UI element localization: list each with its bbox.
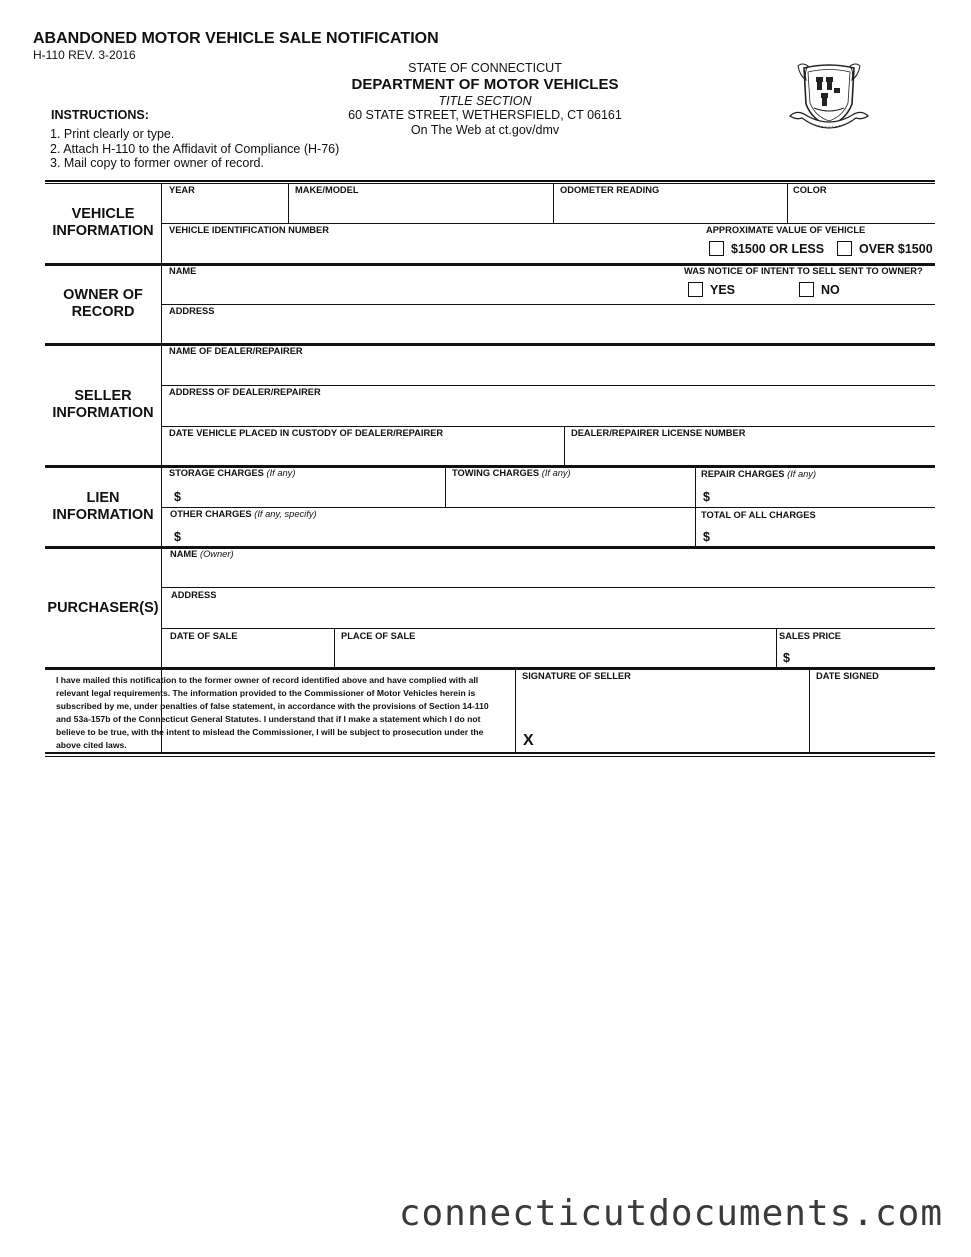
field-label: NAME xyxy=(170,549,198,559)
value-over-1500-checkbox[interactable] xyxy=(837,241,933,256)
form-number: H-110 REV. 3-2016 xyxy=(33,48,136,62)
notice-yes-checkbox[interactable] xyxy=(688,282,735,297)
section-label-line: INFORMATION xyxy=(52,507,154,523)
checkbox-label: YES xyxy=(710,282,736,297)
signature-mark: X xyxy=(523,732,534,749)
state-name: STATE OF CONNECTICUT xyxy=(408,61,562,75)
seller-section-label xyxy=(45,388,161,422)
section-label-line: OWNER OF xyxy=(63,287,143,303)
checkbox-label: NO xyxy=(821,282,840,297)
checkbox-icon xyxy=(799,282,814,297)
section-label-line: INFORMATION xyxy=(52,223,154,239)
notice-question-label: WAS NOTICE OF INTENT TO SELL SENT TO OWNER? xyxy=(684,266,923,276)
field-label: REPAIR CHARGES xyxy=(701,469,785,479)
dollar-sign: $ xyxy=(783,651,790,665)
vehicle-section-label xyxy=(45,206,161,240)
sales-price-field[interactable]: SALES PRICE xyxy=(779,631,841,641)
dollar-sign: $ xyxy=(174,530,181,544)
towing-charges-field[interactable] xyxy=(452,468,571,478)
storage-charges-field[interactable] xyxy=(169,468,295,478)
field-label: OTHER CHARGES xyxy=(170,509,252,519)
checkbox-icon xyxy=(688,282,703,297)
date-signed-field[interactable]: DATE SIGNED xyxy=(816,671,879,681)
field-note: (Owner) xyxy=(199,549,234,559)
total-charges-field[interactable]: TOTAL OF ALL CHARGES xyxy=(701,510,816,520)
color-field[interactable]: COLOR xyxy=(793,185,827,195)
dollar-sign: $ xyxy=(174,490,181,504)
field-note: (If any, specify) xyxy=(254,509,317,519)
dealer-name-field[interactable]: NAME OF DEALER/REPAIRER xyxy=(169,346,303,356)
site-watermark: connecticutdocuments.com xyxy=(398,1193,943,1234)
place-of-sale-field[interactable]: PLACE OF SALE xyxy=(341,631,416,641)
field-note: (If any) xyxy=(266,468,296,478)
instruction-item: 2. Attach H-110 to the Affidavit of Compliance (H-76) xyxy=(50,142,340,156)
state-seal-icon xyxy=(786,60,872,136)
year-field[interactable]: YEAR xyxy=(169,185,195,195)
approx-value-label: APPROXIMATE VALUE OF VEHICLE xyxy=(706,225,866,235)
section-label-line: LIEN xyxy=(86,490,120,506)
owner-section-label xyxy=(45,287,161,321)
department-name: DEPARTMENT OF MOTOR VEHICLES xyxy=(351,76,619,93)
owner-name-field[interactable]: NAME xyxy=(169,266,197,276)
instruction-item: 1. Print clearly or type. xyxy=(50,127,175,141)
section-name: TITLE SECTION xyxy=(438,94,532,108)
instruction-item: 3. Mail copy to former owner of record. xyxy=(50,156,264,170)
value-1500-or-less-checkbox[interactable] xyxy=(709,241,824,256)
section-label-line: SELLER xyxy=(74,388,132,404)
street-address: 60 STATE STREET, WETHERSFIELD, CT 06161 xyxy=(348,108,622,122)
odometer-field[interactable]: ODOMETER READING xyxy=(560,185,660,195)
make-model-field[interactable]: MAKE/MODEL xyxy=(295,185,359,195)
instructions-title: INSTRUCTIONS: xyxy=(51,108,149,122)
web-address: On The Web at ct.gov/dmv xyxy=(410,123,560,137)
purchaser-section-label: PURCHASER(S) xyxy=(47,600,159,616)
purchaser-name-field[interactable] xyxy=(170,549,234,559)
sale-notification-form xyxy=(45,180,935,758)
section-label-line: VEHICLE xyxy=(71,206,135,222)
repair-charges-field[interactable] xyxy=(701,469,816,479)
field-label: STORAGE CHARGES xyxy=(169,468,264,478)
date-of-sale-field[interactable]: DATE OF SALE xyxy=(170,631,238,641)
purchaser-address-field[interactable]: ADDRESS xyxy=(171,590,217,600)
license-number-field[interactable]: DEALER/REPAIRER LICENSE NUMBER xyxy=(571,428,746,438)
checkbox-icon xyxy=(837,241,852,256)
checkbox-label: $1500 OR LESS xyxy=(731,241,825,256)
lien-section-label xyxy=(45,490,161,524)
other-charges-field[interactable] xyxy=(170,509,317,519)
form-title: ABANDONED MOTOR VEHICLE SALE NOTIFICATION xyxy=(33,30,439,47)
vin-field[interactable]: VEHICLE IDENTIFICATION NUMBER xyxy=(169,225,329,235)
checkbox-label: OVER $1500 xyxy=(859,241,933,256)
field-label: TOWING CHARGES xyxy=(452,468,540,478)
checkbox-icon xyxy=(709,241,724,256)
certification-text: I have mailed this notification to the former owner of record identified above and have complied with all relevant legal requirements. The information provided to the Commissioner of Motor Vehicles herein is subscribed by me, under penalties of false statement, in accordance with the provisions of Section 14-110 and 53a-157b of the Connecticut General Statutes. I understand that if I make a statement which I do not believe to be true, with the intent to mislead the Commissioner, I will be subject to prosecution under the above cited laws. xyxy=(56,675,489,750)
notice-no-checkbox[interactable] xyxy=(799,282,840,297)
section-label-line: INFORMATION xyxy=(52,405,154,421)
field-note: (If any) xyxy=(541,468,571,478)
dealer-address-field[interactable]: ADDRESS OF DEALER/REPAIRER xyxy=(169,387,321,397)
seller-signature-field[interactable]: SIGNATURE OF SELLER xyxy=(522,671,631,681)
section-label-line: RECORD xyxy=(71,304,135,320)
dollar-sign: $ xyxy=(703,530,710,544)
dollar-sign: $ xyxy=(703,490,710,504)
custody-date-field[interactable]: DATE VEHICLE PLACED IN CUSTODY OF DEALER/REPAIRER xyxy=(169,428,444,438)
owner-address-field[interactable]: ADDRESS xyxy=(169,306,215,316)
field-note: (If any) xyxy=(787,469,817,479)
